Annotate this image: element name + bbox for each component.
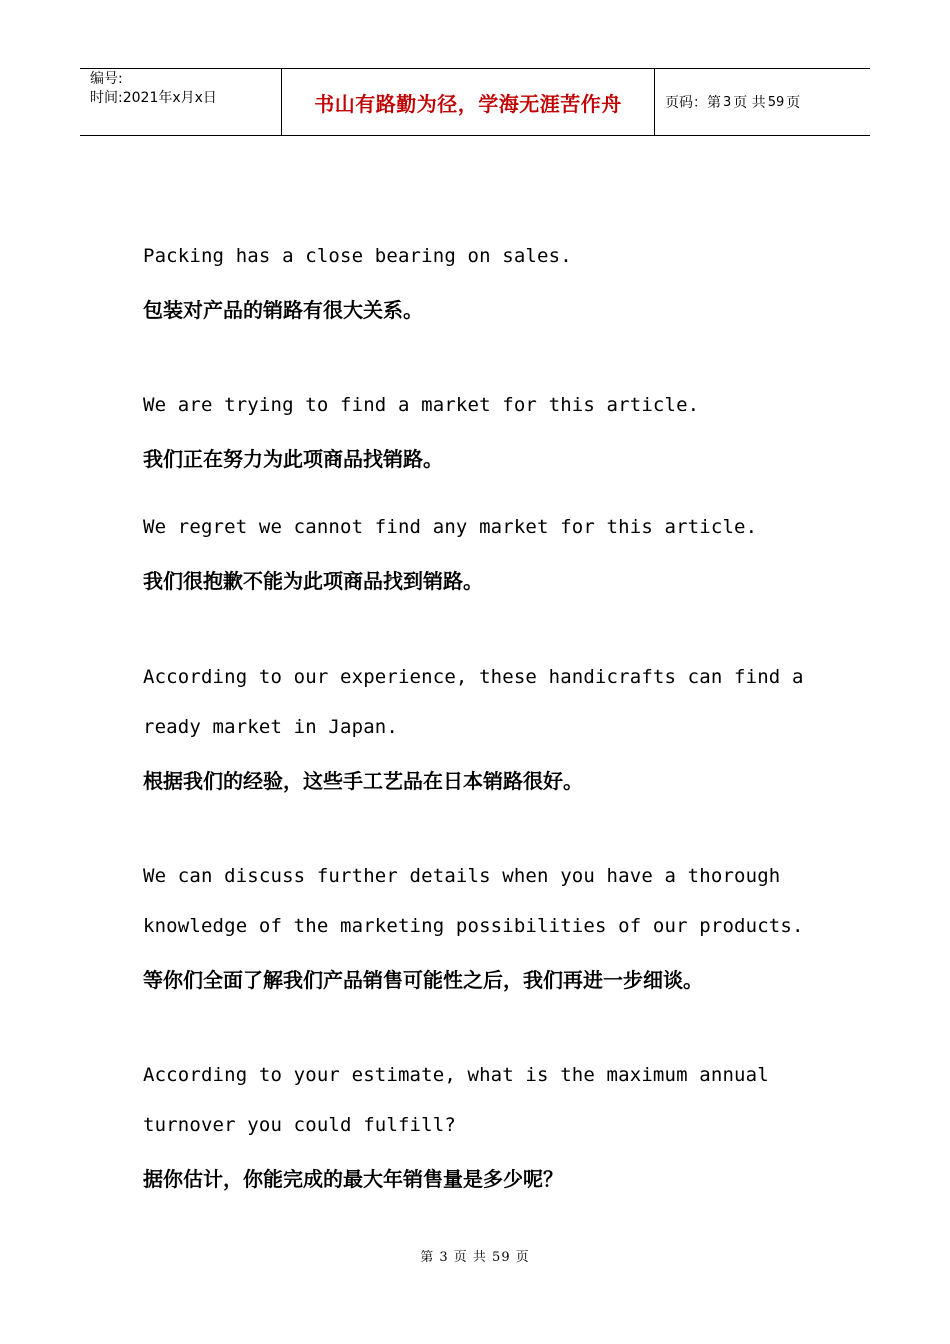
page-label: 页码：第 — [665, 95, 721, 111]
sentence-en: According to your estimate, what is the maximum annual — [143, 1064, 769, 1086]
time-line — [90, 89, 281, 108]
sentence-zh: 我们正在努力为此项商品找销路。 — [143, 447, 443, 471]
serial-label: 编号: — [90, 71, 123, 87]
sentence-en: We regret we cannot find any market for this article. — [143, 516, 758, 538]
sentence-en: Packing has a close bearing on sales. — [143, 245, 572, 267]
sentence-zh: 等你们全面了解我们产品销售可能性之后，我们再进一步细谈。 — [143, 968, 703, 992]
header-page-cell — [655, 69, 870, 135]
header-motto-cell — [282, 69, 655, 135]
page-current: 3 — [723, 94, 732, 110]
sentence-en: According to our experience, these handicrafts can find a — [143, 666, 804, 688]
page-footer: 第 3 页 共 59 页 — [420, 1250, 530, 1265]
sentence-zh: 包装对产品的销路有很大关系。 — [143, 298, 423, 322]
sentence-en: knowledge of the marketing possibilities of our products. — [143, 915, 804, 937]
sentence-zh: 根据我们的经验，这些手工艺品在日本销路很好。 — [143, 769, 583, 793]
page-mid: 页 共 — [733, 95, 766, 111]
time-label: 时间: — [90, 90, 123, 106]
sentence-en: We are trying to find a market for this article. — [143, 394, 700, 416]
sentence-en: turnover you could fulfill? — [143, 1114, 456, 1136]
page-header — [80, 68, 870, 136]
sentence-en: We can discuss further details when you have a thorough — [143, 865, 781, 887]
sentence-en: ready market in Japan. — [143, 716, 398, 738]
page-end: 页 — [786, 95, 801, 111]
sentence-zh: 我们很抱歉不能为此项商品找到销路。 — [143, 569, 483, 593]
time-year: 2021 — [122, 90, 159, 106]
motto-text: 书山有路勤为径，学海无涯苦作舟 — [314, 91, 622, 116]
header-meta-cell — [80, 69, 282, 135]
page-total: 59 — [767, 94, 785, 110]
sentence-zh: 据你估计，你能完成的最大年销售量是多少呢？ — [143, 1167, 563, 1191]
time-rest: 年x月x日 — [158, 90, 217, 106]
